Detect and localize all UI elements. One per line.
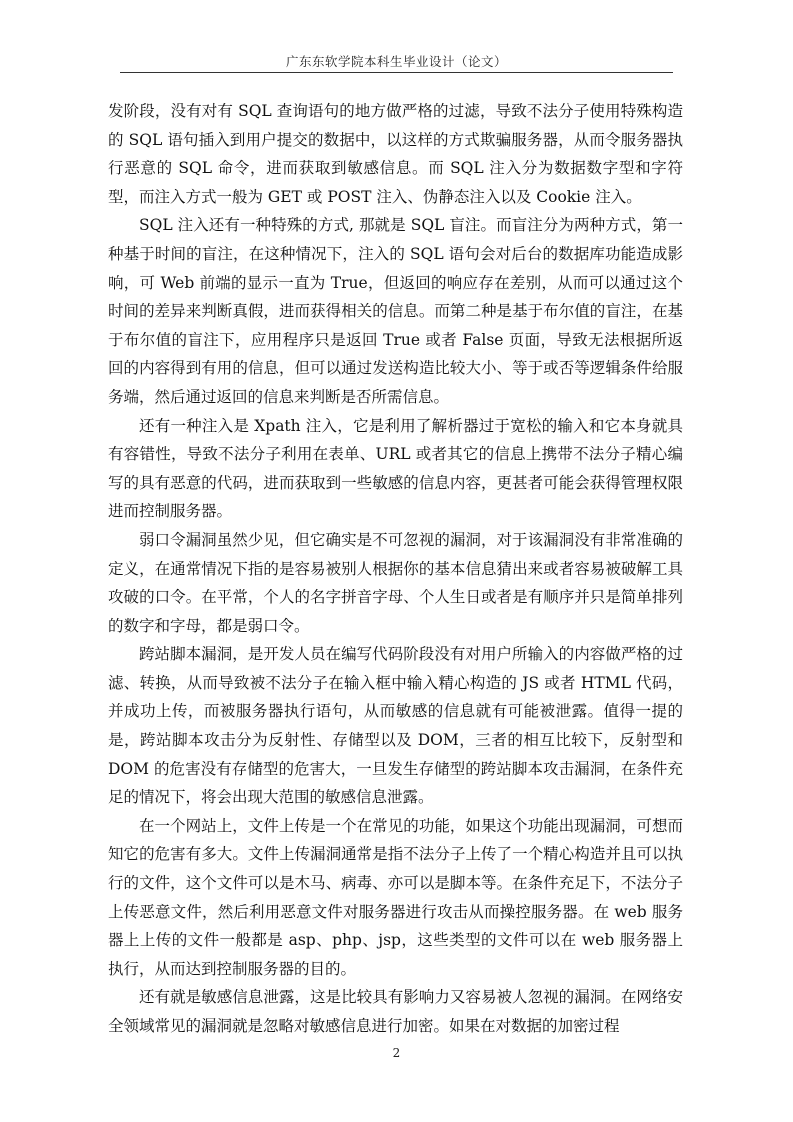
paragraph-xss: 跨站脚本漏洞，是开发人员在编写代码阶段没有对用户所输入的内容做严格的过滤、转换，从而导致被不法分子在输入框中输入精心构造的 JS 或者 HTML 代码，并成功上传，而被服务器执行语句，从而敏感的信息就有可能被泄露。值得一提的是，跨站脚本攻击分为反射性、存储型以及 DOM，三者的相互比较下，反射型和 DOM 的危害没有存储型的危害大，一旦发生存储型的跨站脚本攻击漏洞，在条件充足的情况下，将会出现大范围的敏感信息泄露。 — [108, 645, 683, 807]
paragraph-xpath-injection: 还有一种注入是 Xpath 注入，它是利用了解析器过于宽松的输入和它本身就具有容错性，导致不法分子利用在表单、URL 或者其它的信息上携带不法分子精心编写的具有恶意的代码，进而获取到一些敏感的信息内容，更甚者可能会获得管理权限进而控制服务器。 — [108, 416, 683, 521]
header-divider — [120, 72, 673, 73]
running-header: 广东东软学院本科生毕业设计（论文） — [285, 54, 507, 69]
paragraph-sql-blind-injection: SQL 注入还有一种特殊的方式, 那就是 SQL 盲注。而盲注分为两种方式，第一种基于时间的盲注，在这种情况下，注入的 SQL 语句会对后台的数据库功能造成影响，可 Web 前端的显示一直为 True，但返回的响应存在差别，从而可以通过这个时间的差异来判断真假，进而获得相关的信息。而第二种是基于布尔值的盲注，在基于布尔值的盲注下，应用程序只是返回 True 或者 False 页面，导致无法根据所返回的内容得到有用的信息，但可以通过发送构造比较大小、等于或否等逻辑条件给服务端，然后通过返回的信息来判断是否所需信息。 — [108, 216, 683, 406]
paragraph-weak-password: 弱口令漏洞虽然少见，但它确实是不可忽视的漏洞，对于该漏洞没有非常准确的定义，在通常情况下指的是容易被别人根据你的基本信息猜出来或者容易被破解工具攻破的口令。在平常，个人的名字拼音字母、个人生日或者是有顺序并只是简单排列的数字和字母，都是弱口令。 — [108, 530, 683, 635]
page-number: 2 — [392, 1046, 401, 1060]
paragraph-info-leak: 还有就是敏感信息泄露，这是比较具有影响力又容易被人忽视的漏洞。在网络安全领域常见的漏洞就是忽略对敏感信息进行加密。如果在对数据的加密过程 — [108, 988, 683, 1035]
paragraph-continued: 发阶段，没有对有 SQL 查询语句的地方做严格的过滤，导致不法分子使用特殊构造的 SQL 语句插入到用户提交的数据中，以这样的方式欺骗服务器，从而令服务器执行恶意的 SQL 命令，进而获取到敏感信息。而 SQL 注入分为数据数字型和字符型，而注入方式一般为 GET 或 POST 注入、伪静态注入以及 Cookie 注入。 — [108, 102, 683, 206]
body-text — [108, 97, 683, 1041]
paragraph-file-upload: 在一个网站上，文件上传是一个在常见的功能，如果这个功能出现漏洞，可想而知它的危害有多大。文件上传漏洞通常是指不法分子上传了一个精心构造并且可以执行的文件，这个文件可以是木马、病毒、亦可以是脚本等。在条件充足下，不法分子上传恶意文件，然后利用恶意文件对服务器进行攻击从而操控服务器。在 web 服务器上上传的文件一般都是 asp、php、jsp，这些类型的文件可以在 web 服务器上执行，从而达到控制服务器的目的。 — [108, 816, 683, 978]
